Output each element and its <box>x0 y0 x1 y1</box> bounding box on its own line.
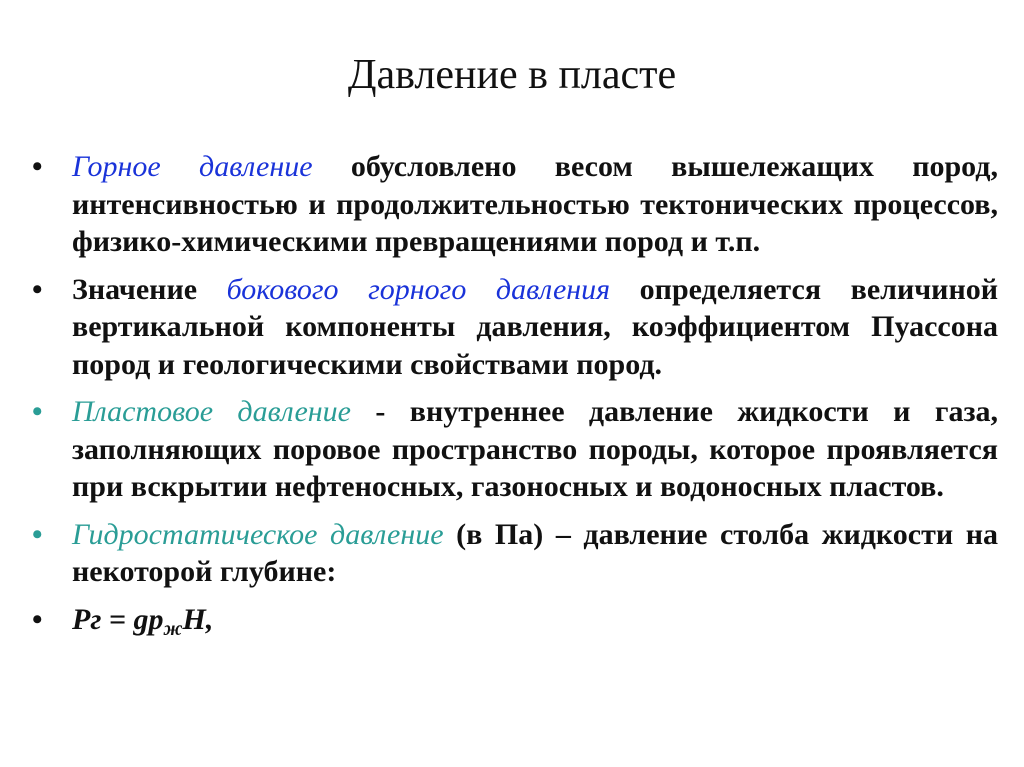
bullet-marker: • <box>32 150 43 183</box>
bullet-list <box>32 148 998 658</box>
term-lateral-pressure: бокового горного давления <box>226 272 611 306</box>
term-hydrostatic-pressure: Гидростатическое давление <box>72 517 444 551</box>
bullet-text: обусловлено весом вышележащих пород, интенсивностью и продолжительностью тектонических процессов, физико-химическими превращениями пород и т.п. <box>72 150 998 258</box>
formula-subscript: ж <box>163 617 183 640</box>
bullet-marker: • <box>32 272 43 306</box>
slide-title: Давление в пласте <box>347 52 677 98</box>
bullet-lead-text: Значение <box>72 272 198 306</box>
bullet-rock-pressure <box>32 148 998 261</box>
formula-main: Рг = gр <box>72 602 164 636</box>
bullet-reservoir-pressure <box>32 393 998 506</box>
bullet-marker: • <box>32 517 43 551</box>
bullet-text: - внутреннее давление жидкости и газа, заполняющих поровое пространство породы, которое проявляется при вскрытии нефтеносных, газоносных и водоносных пластов. <box>72 395 998 503</box>
term-rock-pressure: Горное давление <box>72 150 313 183</box>
bullet-marker: • <box>32 602 43 636</box>
bullet-lateral-pressure <box>32 271 998 384</box>
bullet-text: (в Па) – давление столба жидкости на некоторой глубине: <box>72 517 998 588</box>
bullet-text: определяется величиной вертикальной компоненты давления, коэффициентом Пуассона пород и геологическими свойствами пород. <box>72 272 999 381</box>
bullet-marker: • <box>32 395 43 428</box>
formula-tail: Н, <box>182 602 214 636</box>
bullet-formula <box>32 601 998 649</box>
hydrostatic-formula <box>72 602 214 640</box>
term-reservoir-pressure: Пластовое давление <box>72 395 351 428</box>
bullet-hydrostatic-pressure <box>32 516 998 591</box>
